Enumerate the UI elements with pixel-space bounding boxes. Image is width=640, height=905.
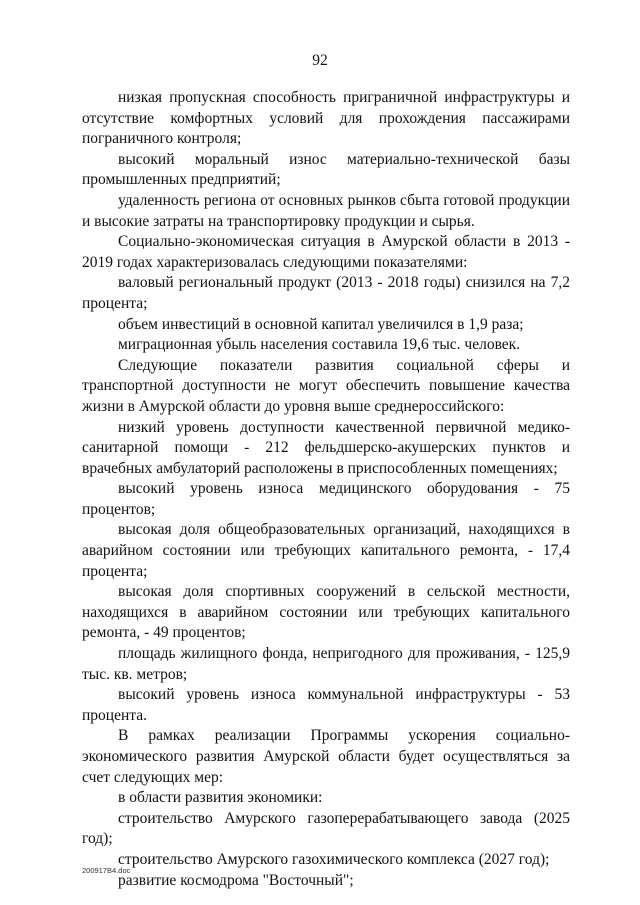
paragraph: В рамках реализации Программы ускорения социально-экономического развития Амурской области будет осуществляться за счет следующих мер: — [82, 727, 570, 786]
paragraph: развитие космодрома "Восточный"; — [118, 871, 354, 889]
paragraph: Следующие показатели развития социальной сферы и транспортной доступности не могут обеспечить повышение качества жизни в Амурской области до уровня выше среднероссийского: — [82, 356, 570, 415]
paragraph: высокий уровень износа медицинского оборудования - 75 процентов; — [82, 480, 570, 518]
paragraph: строительство Амурского газоперерабатывающего завода (2025 год); — [82, 809, 570, 848]
paragraph: Социально-экономическая ситуация в Амурской области в 2013 - 2019 годах характеризовалась следующими показателями: — [82, 233, 570, 271]
paragraph: высокая доля общеобразовательных организаций, находящихся в аварийном состоянии или требующих капитального ремонта, - 17,4 процента; — [82, 521, 570, 580]
paragraph: низкий уровень доступности качественной первичной медико-санитарной помощи - 212 фельдшерско-акушерских пунктов и врачебных амбулаторий расположены в приспособленных помещениях; — [82, 418, 570, 477]
paragraph: площадь жилищного фонда, непригодного для проживания, - 125,9 тыс. кв. метров; — [82, 645, 570, 683]
footer-file-code: 200917B4.doc — [82, 866, 131, 875]
page-number: 92 — [312, 52, 328, 69]
paragraph: высокая доля спортивных сооружений в сельской местности, находящихся в аварийном состоянии или требующих капитального ремонта, - 49 процентов; — [82, 583, 570, 642]
paragraph: удаленность региона от основных рынков сбыта готовой продукции и высокие затраты на транспортировку продукции и сырья. — [82, 191, 570, 230]
document-body — [82, 88, 570, 891]
paragraph: строительство Амурского газохимического комплекса (2027 год); — [118, 850, 550, 868]
paragraph: миграционная убыль населения составила 19,6 тыс. человек. — [118, 336, 521, 354]
paragraph: низкая пропускная способность приграничной инфраструктуры и отсутствие комфортных условий для прохождения пассажирами пограничного контроля; — [82, 89, 570, 148]
paragraph: высокий моральный износ материально-технической базы промышленных предприятий; — [82, 150, 570, 189]
paragraph: объем инвестиций в основной капитал увеличился в 1,9 раза; — [118, 315, 524, 333]
paragraph: валовый региональный продукт (2013 - 2018 годы) снизился на 7,2 процента; — [82, 274, 570, 312]
paragraph: в области развития экономики: — [118, 789, 323, 807]
paragraph: высокий уровень износа коммунальной инфраструктуры - 53 процента. — [82, 686, 570, 724]
